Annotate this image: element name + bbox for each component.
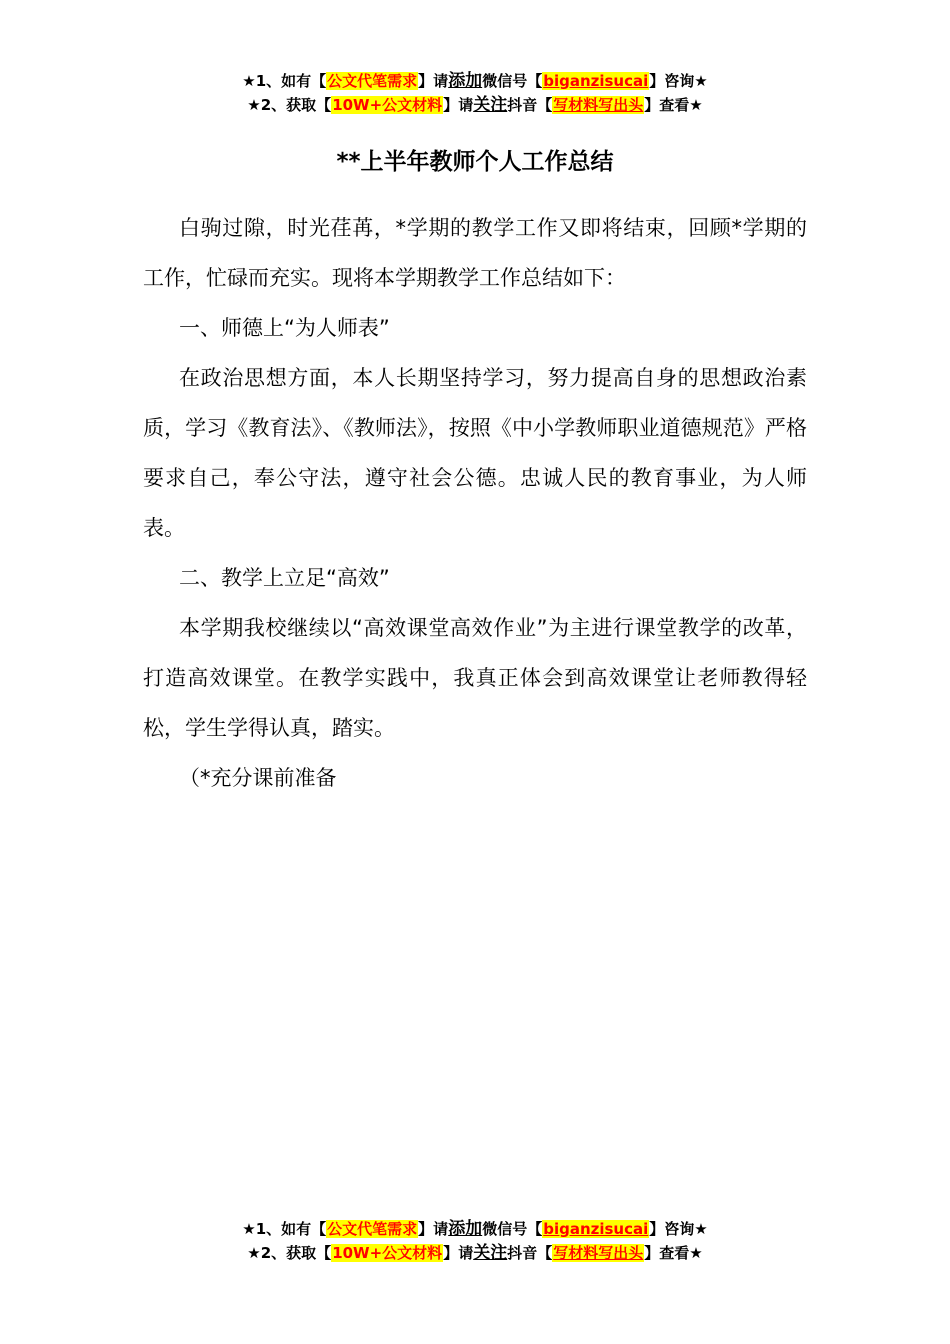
banner-text: 抖音【 [507, 1244, 553, 1262]
highlight-service: 公文代笔需求 [327, 1220, 418, 1238]
banner-text: 】查看★ [644, 1244, 703, 1262]
header-banner [0, 69, 950, 117]
banner-text: 微信号【 [482, 72, 543, 90]
banner-text: 】咨询★ [649, 72, 708, 90]
banner-text: 】咨询★ [649, 1220, 708, 1238]
banner-text: ★2、获取【 [247, 1244, 332, 1262]
banner-text: ★1、如有【 [242, 1220, 327, 1238]
paragraph-teaching: 本学期我校继续以“高效课堂高效作业”为主进行课堂教学的改革，打造高效课堂。在教学实践中，我真正体会到高效课堂让老师教得轻松，学生学得认真，踏实。 [143, 616, 807, 740]
document-title: **上半年教师个人工作总结 [336, 149, 614, 175]
highlight-wechat-id: biganzisucai [543, 1220, 649, 1238]
banner-line-2 [0, 93, 950, 117]
banner-text: 】查看★ [644, 96, 703, 114]
banner-line-1 [0, 69, 950, 93]
subsection-heading: （*充分课前准备 [179, 766, 337, 790]
highlight-douyin-account: 写材料写出头 [553, 96, 644, 114]
banner-text: 抖音【 [507, 96, 553, 114]
document-body [143, 203, 807, 803]
banner-text: 】请 [443, 1244, 474, 1262]
section-heading-1: 一、师德上“为人师表” [179, 316, 390, 340]
banner-text: 微信号【 [482, 1220, 543, 1238]
highlight-douyin-account: 写材料写出头 [553, 1244, 644, 1262]
banner-line-2 [0, 1241, 950, 1265]
footer-banner [0, 1217, 950, 1265]
emphasis-add: 添加 [448, 71, 483, 91]
emphasis-add: 添加 [448, 1219, 483, 1239]
banner-text: ★2、获取【 [247, 96, 332, 114]
paragraph-intro: 白驹过隙，时光荏苒，*学期的教学工作又即将结束，回顾*学期的工作，忙碌而充实。现将本学期教学工作总结如下： [143, 216, 807, 290]
highlight-materials: 10W+公文材料 [332, 1244, 443, 1262]
section-heading-2: 二、教学上立足“高效” [179, 566, 390, 590]
banner-text: ★1、如有【 [242, 72, 327, 90]
highlight-materials: 10W+公文材料 [332, 96, 443, 114]
banner-line-1 [0, 1217, 950, 1241]
emphasis-follow: 关注 [473, 95, 508, 115]
highlight-service: 公文代笔需求 [327, 72, 418, 90]
paragraph-ethics: 在政治思想方面，本人长期坚持学习，努力提高自身的思想政治素质，学习《教育法》、《教师法》，按照《中小学教师职业道德规范》严格要求自己，奉公守法，遵守社会公德。忠诚人民的教育事业，为人师表。 [143, 366, 807, 540]
banner-text: 】请 [418, 72, 449, 90]
banner-text: 】请 [443, 96, 474, 114]
emphasis-follow: 关注 [473, 1243, 508, 1263]
banner-text: 】请 [418, 1220, 449, 1238]
highlight-wechat-id: biganzisucai [543, 72, 649, 90]
